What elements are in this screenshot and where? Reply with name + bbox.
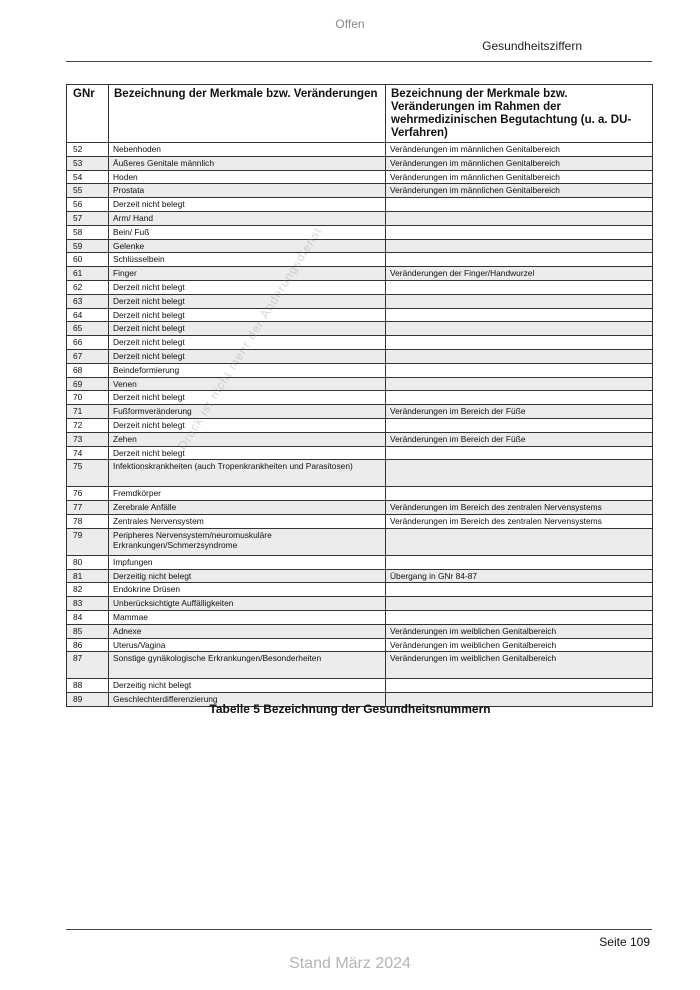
classification-label: Offen <box>335 17 365 31</box>
page-number: Seite 109 <box>599 935 650 949</box>
cell-gnr: 69 <box>67 377 109 391</box>
cell-merkmal: Derzeit nicht belegt <box>109 280 386 294</box>
cell-begutachtung: Veränderungen im Bereich der Füße <box>386 432 653 446</box>
cell-merkmal: Derzeit nicht belegt <box>109 336 386 350</box>
cell-gnr: 73 <box>67 432 109 446</box>
cell-gnr: 80 <box>67 555 109 569</box>
column-header-merkmal: Bezeichnung der Merkmale bzw. Veränderungen <box>109 85 386 143</box>
cell-begutachtung <box>386 225 653 239</box>
cell-begutachtung: Veränderungen im männlichen Genitalbereich <box>386 156 653 170</box>
table-row <box>67 377 653 391</box>
table-row <box>67 528 653 555</box>
cell-gnr: 59 <box>67 239 109 253</box>
cell-merkmal: Derzeit nicht belegt <box>109 418 386 432</box>
cell-gnr: 72 <box>67 418 109 432</box>
table-row <box>67 418 653 432</box>
cell-gnr: 76 <box>67 487 109 501</box>
table-row <box>67 610 653 624</box>
table-row <box>67 336 653 350</box>
cell-begutachtung <box>386 391 653 405</box>
table-row <box>67 446 653 460</box>
table-row <box>67 638 653 652</box>
cell-begutachtung <box>386 418 653 432</box>
cell-merkmal: Adnexe <box>109 624 386 638</box>
table-row <box>67 280 653 294</box>
table-body <box>67 143 653 707</box>
cell-gnr: 83 <box>67 597 109 611</box>
table-row <box>67 198 653 212</box>
cell-begutachtung: Veränderungen im Bereich des zentralen Nervensystems <box>386 514 653 528</box>
table-row <box>67 239 653 253</box>
cell-gnr: 68 <box>67 363 109 377</box>
cell-merkmal: Hoden <box>109 170 386 184</box>
cell-begutachtung <box>386 322 653 336</box>
cell-begutachtung: Veränderungen im Bereich des zentralen Nervensystems <box>386 501 653 515</box>
watermark: Druck ist nicht mehr der Änderungsdienst <box>175 224 325 453</box>
cell-begutachtung <box>386 294 653 308</box>
cell-merkmal: Fremdkörper <box>109 487 386 501</box>
table-row <box>67 679 653 693</box>
cell-merkmal: Derzeit nicht belegt <box>109 391 386 405</box>
cell-merkmal: Impfungen <box>109 555 386 569</box>
cell-gnr: 60 <box>67 253 109 267</box>
cell-merkmal: Uterus/Vagina <box>109 638 386 652</box>
cell-merkmal: Derzeit nicht belegt <box>109 349 386 363</box>
cell-merkmal: Nebenhoden <box>109 143 386 157</box>
table-row <box>67 652 653 679</box>
cell-merkmal: Zerebrale Anfälle <box>109 501 386 515</box>
table-row <box>67 405 653 419</box>
cell-gnr: 86 <box>67 638 109 652</box>
cell-merkmal: Derzeit nicht belegt <box>109 294 386 308</box>
cell-merkmal: Äußeres Genitale männlich <box>109 156 386 170</box>
footer-divider <box>66 929 652 930</box>
cell-merkmal: Venen <box>109 377 386 391</box>
status-date: Stand März 2024 <box>289 955 411 972</box>
cell-merkmal: Sonstige gynäkologische Erkrankungen/Besonderheiten <box>109 652 386 679</box>
table-row <box>67 253 653 267</box>
cell-merkmal: Endokrine Drüsen <box>109 583 386 597</box>
cell-gnr: 62 <box>67 280 109 294</box>
cell-merkmal: Derzeit nicht belegt <box>109 446 386 460</box>
cell-begutachtung <box>386 679 653 693</box>
cell-gnr: 84 <box>67 610 109 624</box>
table-row <box>67 501 653 515</box>
cell-begutachtung <box>386 377 653 391</box>
cell-gnr: 54 <box>67 170 109 184</box>
cell-merkmal: Schlüsselbein <box>109 253 386 267</box>
table-row <box>67 184 653 198</box>
cell-merkmal: Derzeit nicht belegt <box>109 308 386 322</box>
table-row <box>67 624 653 638</box>
cell-gnr: 78 <box>67 514 109 528</box>
cell-gnr: 71 <box>67 405 109 419</box>
table-row <box>67 555 653 569</box>
cell-merkmal: Derzeitig nicht belegt <box>109 679 386 693</box>
cell-gnr: 67 <box>67 349 109 363</box>
cell-gnr: 75 <box>67 460 109 487</box>
cell-gnr: 81 <box>67 569 109 583</box>
cell-begutachtung: Veränderungen im weiblichen Genitalbereich <box>386 638 653 652</box>
table-row <box>67 460 653 487</box>
table-header-row <box>67 85 653 143</box>
cell-begutachtung: Veränderungen im männlichen Genitalbereich <box>386 184 653 198</box>
cell-gnr: 66 <box>67 336 109 350</box>
cell-merkmal: Derzeit nicht belegt <box>109 322 386 336</box>
cell-begutachtung: Veränderungen im männlichen Genitalbereich <box>386 170 653 184</box>
cell-merkmal: Beindeformierung <box>109 363 386 377</box>
cell-gnr: 58 <box>67 225 109 239</box>
cell-begutachtung <box>386 198 653 212</box>
cell-begutachtung <box>386 610 653 624</box>
cell-gnr: 53 <box>67 156 109 170</box>
table-row <box>67 514 653 528</box>
cell-begutachtung <box>386 363 653 377</box>
table-row <box>67 363 653 377</box>
cell-begutachtung: Veränderungen der Finger/Handwurzel <box>386 267 653 281</box>
cell-begutachtung <box>386 487 653 501</box>
cell-begutachtung: Veränderungen im weiblichen Genitalbereich <box>386 624 653 638</box>
cell-gnr: 82 <box>67 583 109 597</box>
cell-merkmal: Fußformveränderung <box>109 405 386 419</box>
cell-gnr: 79 <box>67 528 109 555</box>
cell-begutachtung <box>386 446 653 460</box>
cell-begutachtung <box>386 555 653 569</box>
health-numbers-table <box>66 84 653 707</box>
cell-begutachtung <box>386 239 653 253</box>
cell-begutachtung <box>386 349 653 363</box>
cell-gnr: 77 <box>67 501 109 515</box>
cell-merkmal: Finger <box>109 267 386 281</box>
column-header-gnr: GNr <box>67 85 109 143</box>
cell-gnr: 57 <box>67 211 109 225</box>
cell-gnr: 65 <box>67 322 109 336</box>
cell-gnr: 56 <box>67 198 109 212</box>
cell-merkmal: Prostata <box>109 184 386 198</box>
cell-merkmal: Derzeit nicht belegt <box>109 198 386 212</box>
column-header-begutachtung: Bezeichnung der Merkmale bzw. Veränderungen im Rahmen der wehrmedizinischen Begutachtung (u. a. DU-Verfahren) <box>386 85 653 143</box>
table-row <box>67 267 653 281</box>
table-row <box>67 322 653 336</box>
cell-merkmal: Peripheres Nervensystem/neuromuskuläre Erkrankungen/Schmerzsyndrome <box>109 528 386 555</box>
table-row <box>67 597 653 611</box>
header-divider <box>66 61 652 62</box>
cell-begutachtung <box>386 597 653 611</box>
cell-merkmal: Bein/ Fuß <box>109 225 386 239</box>
cell-gnr: 89 <box>67 693 109 707</box>
cell-begutachtung: Übergang in GNr 84-87 <box>386 569 653 583</box>
cell-gnr: 63 <box>67 294 109 308</box>
table-row <box>67 569 653 583</box>
table-row <box>67 225 653 239</box>
cell-gnr: 64 <box>67 308 109 322</box>
cell-gnr: 70 <box>67 391 109 405</box>
table-row <box>67 487 653 501</box>
cell-begutachtung: Veränderungen im männlichen Genitalbereich <box>386 143 653 157</box>
table-row <box>67 349 653 363</box>
cell-gnr: 88 <box>67 679 109 693</box>
cell-begutachtung <box>386 211 653 225</box>
table-row <box>67 211 653 225</box>
table-row <box>67 391 653 405</box>
cell-merkmal: Mammae <box>109 610 386 624</box>
cell-begutachtung: Veränderungen im weiblichen Genitalbereich <box>386 652 653 679</box>
cell-begutachtung <box>386 583 653 597</box>
cell-merkmal: Zentrales Nervensystem <box>109 514 386 528</box>
table-caption: Tabelle 5 Bezeichnung der Gesundheitsnummern <box>209 702 491 716</box>
table-row <box>67 583 653 597</box>
cell-begutachtung <box>386 308 653 322</box>
table-row <box>67 294 653 308</box>
cell-gnr: 55 <box>67 184 109 198</box>
cell-begutachtung <box>386 528 653 555</box>
cell-begutachtung <box>386 336 653 350</box>
cell-merkmal: Infektionskrankheiten (auch Tropenkrankheiten und Parasitosen) <box>109 460 386 487</box>
table-row <box>67 432 653 446</box>
cell-gnr: 87 <box>67 652 109 679</box>
cell-merkmal: Geschlechterdifferenzierung <box>109 693 386 707</box>
cell-merkmal: Gelenke <box>109 239 386 253</box>
cell-merkmal: Zehen <box>109 432 386 446</box>
cell-merkmal: Arm/ Hand <box>109 211 386 225</box>
cell-begutachtung <box>386 253 653 267</box>
cell-gnr: 74 <box>67 446 109 460</box>
cell-gnr: 85 <box>67 624 109 638</box>
cell-begutachtung <box>386 460 653 487</box>
chapter-title: Gesundheitsziffern <box>482 39 582 53</box>
cell-begutachtung: Veränderungen im Bereich der Füße <box>386 405 653 419</box>
cell-gnr: 61 <box>67 267 109 281</box>
cell-begutachtung <box>386 280 653 294</box>
cell-gnr: 52 <box>67 143 109 157</box>
cell-merkmal: Unberücksichtigte Auffälligkeiten <box>109 597 386 611</box>
table-row <box>67 308 653 322</box>
cell-merkmal: Derzeitig nicht belegt <box>109 569 386 583</box>
